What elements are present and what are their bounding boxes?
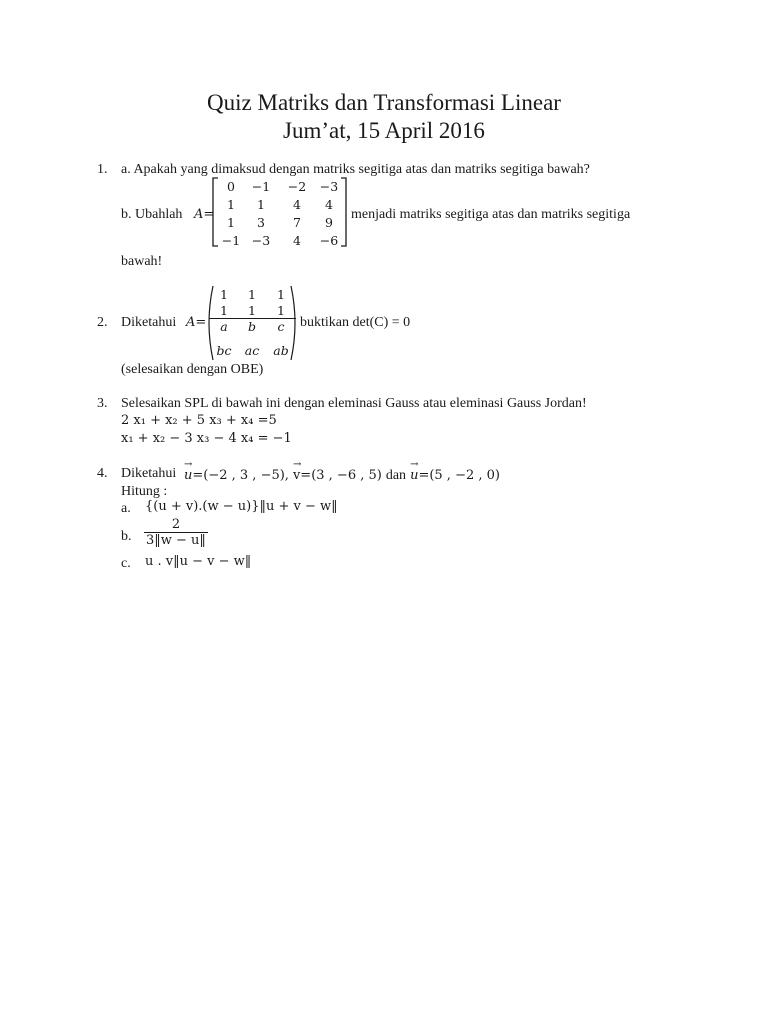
vector-w: → u: [410, 468, 418, 483]
matrix-cell: 4: [325, 197, 333, 212]
matrix-cell: 4: [293, 197, 301, 212]
matrix-cell: ac: [244, 343, 260, 358]
q1-number: 1.: [97, 162, 108, 177]
q1b-suffix: menjadi matriks segitiga atas dan matriks segitiga: [351, 207, 631, 222]
vector-u: → u: [184, 468, 192, 483]
q4b-denominator: 3‖w − u‖: [146, 533, 206, 548]
matrix-cell: 9: [325, 215, 333, 230]
matrix-cell: −3: [251, 233, 271, 248]
matrix-cell: −2: [287, 179, 307, 194]
matrix-cell: 1: [227, 197, 235, 212]
matrix-cell: −1: [251, 179, 271, 194]
q1a-text: a. Apakah yang dimaksud dengan matriks segitiga atas dan matriks segitiga bawah?: [121, 162, 590, 177]
q4a-expression: {(u + v).(w − u)}‖u + v − w‖: [145, 499, 338, 514]
q4-givens: [184, 466, 500, 484]
q1-matrix: [214, 179, 344, 249]
matrix-cell: 7: [293, 215, 301, 230]
fraction-1-over-a: $\frac{1}{a}$: [209, 304, 239, 334]
q1b-tail: bawah!: [121, 254, 163, 269]
q2-var: A=: [186, 315, 207, 330]
q2-matrix: [209, 287, 299, 361]
q4-w-value: =(5 , −2 , 0): [418, 468, 500, 483]
matrix-cell: 1: [220, 287, 228, 302]
title-line-1: Quiz Matriks dan Transformasi Linear: [207, 90, 561, 115]
matrix-cell: −1: [221, 233, 241, 248]
title-line-2: Jum’at, 15 April 2016: [283, 118, 485, 143]
q4-hitung: Hitung :: [121, 484, 168, 499]
matrix-cell: 3: [257, 215, 265, 230]
q4-dan: dan: [385, 468, 407, 483]
fraction-1-over-c: $\frac{1}{c}$: [266, 304, 296, 334]
q4b-numerator: 2: [144, 518, 208, 533]
matrix-cell: 1: [277, 287, 285, 302]
q3-text: Selesaikan SPL di bawah ini dengan eleminasi Gauss atau eleminasi Gauss Jordan!: [121, 396, 587, 411]
vector-v: → v: [293, 468, 300, 483]
q3-number: 3.: [97, 396, 108, 411]
q2-suffix: buktikan det(C) = 0: [300, 315, 411, 330]
q2-note: (selesaikan dengan OBE): [121, 362, 264, 377]
matrix-cell: ab: [273, 343, 289, 358]
q2-prefix: Diketahui: [121, 315, 177, 330]
q4-prefix: Diketahui: [121, 466, 177, 481]
q3-equation-1: 2 x₁ + x₂ + 5 x₃ + x₄ =5: [121, 413, 277, 428]
q4c-expression: u . v‖u − v − w‖: [145, 554, 252, 569]
matrix-cell: −3: [319, 179, 339, 194]
q1b-prefix: b. Ubahlah: [121, 207, 183, 222]
matrix-cell: 1: [227, 215, 235, 230]
matrix-cell: −6: [319, 233, 339, 248]
q4-number: 4.: [97, 466, 108, 481]
matrix-cell: 1: [248, 287, 256, 302]
q4-v-value: =(3 , −6 , 5): [300, 468, 382, 483]
fraction-1-over-b: $\frac{1}{b}$: [237, 304, 267, 334]
matrix-cell: 0: [227, 179, 235, 194]
q4b-fraction: [144, 518, 208, 548]
q4-u-value: =(−2 , 3 , −5),: [192, 468, 289, 483]
q1b-var: A=: [194, 207, 215, 222]
q2-number: 2.: [97, 315, 108, 330]
q4b-label: b.: [121, 529, 132, 544]
matrix-cell: bc: [216, 343, 232, 358]
q3-equation-2: x₁ + x₂ − 3 x₃ − 4 x₄ = −1: [121, 431, 292, 446]
matrix-cell: 4: [293, 233, 301, 248]
q4c-label: c.: [121, 556, 131, 571]
matrix-cell: 1: [257, 197, 265, 212]
q4a-label: a.: [121, 501, 131, 516]
